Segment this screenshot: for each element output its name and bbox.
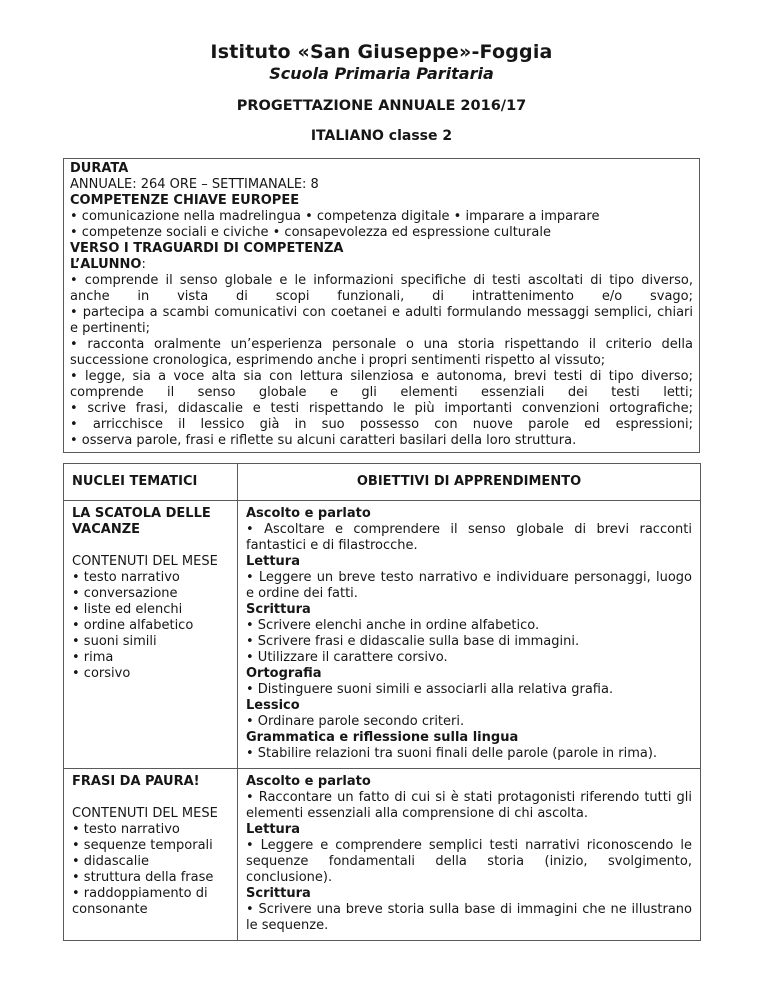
traguardi-label: VERSO I TRAGUARDI DI COMPETENZA [70, 241, 344, 256]
objective-heading: Ascolto e parlato [246, 506, 371, 521]
unit-cell [64, 501, 238, 769]
objective-heading: Scrittura [246, 886, 311, 901]
contents-label: CONTENUTI DEL MESE [72, 554, 218, 569]
alunno-item: • osserva parole, frasi e riflette su alcuni caratteri basilari della loro struttura. [70, 433, 577, 448]
content-item: • raddoppiamento di consonante [72, 886, 208, 917]
column-header-obiettivi: OBIETTIVI DI APPRENDIMENTO [238, 464, 701, 501]
competenze-item: • comunicazione nella madrelingua • competenza digitale • imparare a imparare [70, 209, 600, 224]
alunno-label-colon: : [141, 257, 146, 272]
objective-heading: Lessico [246, 698, 300, 713]
objective-item: • Ascoltare e comprendere il senso globale di brevi racconti fantastici e di filastrocche. [246, 522, 692, 553]
objective-item: • Scrivere una breve storia sulla base di immagini che ne illustrano le sequenze. [246, 902, 692, 933]
content-item: • ordine alfabetico [72, 618, 194, 633]
table-row [64, 501, 701, 769]
institute-title: Istituto «San Giuseppe»-Foggia [210, 41, 553, 63]
column-header-nuclei-tematici: NUCLEI TEMATICI [64, 464, 238, 501]
objective-item: • Ordinare parole secondo criteri. [246, 714, 465, 729]
document-header [63, 40, 700, 145]
objective-item: • Leggere e comprendere semplici testi narrativi riconoscendo le sequenze fondamentali della storia (inizio, svolgimento, conclusione). [246, 838, 692, 885]
durata-label: DURATA [70, 161, 129, 176]
competenze-item: • competenze sociali e civiche • consapevolezza ed espressione culturale [70, 225, 551, 240]
alunno-item: • partecipa a scambi comunicativi con coetanei e adulti formulando messaggi semplici, chiari e pertinenti; [70, 305, 693, 336]
content-item: • rima [72, 650, 114, 665]
content-item: • struttura della frase [72, 870, 214, 885]
alunno-item: • comprende il senso globale e le informazioni specifiche di testi ascoltati di tipo diverso, anche in vista di scopi funzionali, di intrattenimento e/o svago; [70, 273, 693, 304]
content-item: • corsivo [72, 666, 131, 681]
school-subtitle: Scuola Primaria Paritaria [269, 64, 494, 83]
content-item: • sequenze temporali [72, 838, 213, 853]
unit-title: LA SCATOLA DELLE VACANZE [72, 506, 211, 537]
spacer [72, 538, 228, 554]
alunno-item: • racconta oralmente un’esperienza personale o una storia rispettando il criterio della successione cronologica, esprimendo anche i propri sentimenti rispetto al vissuto; [70, 337, 693, 368]
overview-box [63, 158, 700, 453]
objective-item: • Raccontare un fatto di cui si è stati protagonisti riferendo tutti gli elementi essenziali alla comprensione di chi ascolta. [246, 790, 692, 821]
objective-item: • Leggere un breve testo narrativo e individuare personaggi, luogo e ordine dei fatti. [246, 570, 692, 601]
table-header-row [64, 464, 701, 501]
content-item: • suoni simili [72, 634, 157, 649]
objective-heading: Grammatica e riflessione sulla lingua [246, 730, 519, 745]
objective-item: • Stabilire relazioni tra suoni finali delle parole (parole in rima). [246, 746, 658, 761]
alunno-item: • legge, sia a voce alta sia con lettura silenziosa e autonoma, brevi testi di tipo diverso; comprende il senso globale e gli elementi essenziali dei testi letti; [70, 369, 693, 400]
alunno-item: • arricchisce il lessico già in suo possesso con nuove parole ed espressioni; [70, 417, 693, 432]
objectives-cell [238, 501, 701, 769]
objective-heading: Lettura [246, 822, 300, 837]
objectives-cell [238, 769, 701, 941]
document-page [63, 0, 700, 941]
content-item: • conversazione [72, 586, 178, 601]
durata-value: ANNUALE: 264 ORE – SETTIMANALE: 8 [70, 177, 319, 192]
objective-heading: Ortografia [246, 666, 322, 681]
spacer [72, 790, 228, 806]
content-item: • testo narrativo [72, 822, 180, 837]
objective-item: • Scrivere frasi e didascalie sulla base di immagini. [246, 634, 580, 649]
subject-class-title: ITALIANO classe 2 [310, 128, 453, 144]
objective-heading: Scrittura [246, 602, 311, 617]
contents-label: CONTENUTI DEL MESE [72, 806, 218, 821]
content-item: • didascalie [72, 854, 149, 869]
unit-cell [64, 769, 238, 941]
table-row [64, 769, 701, 941]
objective-heading: Lettura [246, 554, 300, 569]
alunno-item: • scrive frasi, didascalie e testi rispettando le più importanti convenzioni ortografiche; [70, 401, 693, 416]
objective-heading: Ascolto e parlato [246, 774, 371, 789]
unit-title: FRASI DA PAURA! [72, 774, 200, 789]
curriculum-table [63, 463, 701, 941]
alunno-label [70, 257, 693, 273]
content-item: • testo narrativo [72, 570, 180, 585]
competenze-label: COMPETENZE CHIAVE EUROPEE [70, 193, 300, 208]
annual-plan-title: PROGETTAZIONE ANNUALE 2016/17 [236, 98, 527, 114]
objective-item: • Distinguere suoni simili e associarli alla relativa grafia. [246, 682, 614, 697]
objective-item: • Utilizzare il carattere corsivo. [246, 650, 448, 665]
alunno-label-text: L’ALUNNO [70, 257, 142, 272]
content-item: • liste ed elenchi [72, 602, 183, 617]
objective-item: • Scrivere elenchi anche in ordine alfabetico. [246, 618, 540, 633]
